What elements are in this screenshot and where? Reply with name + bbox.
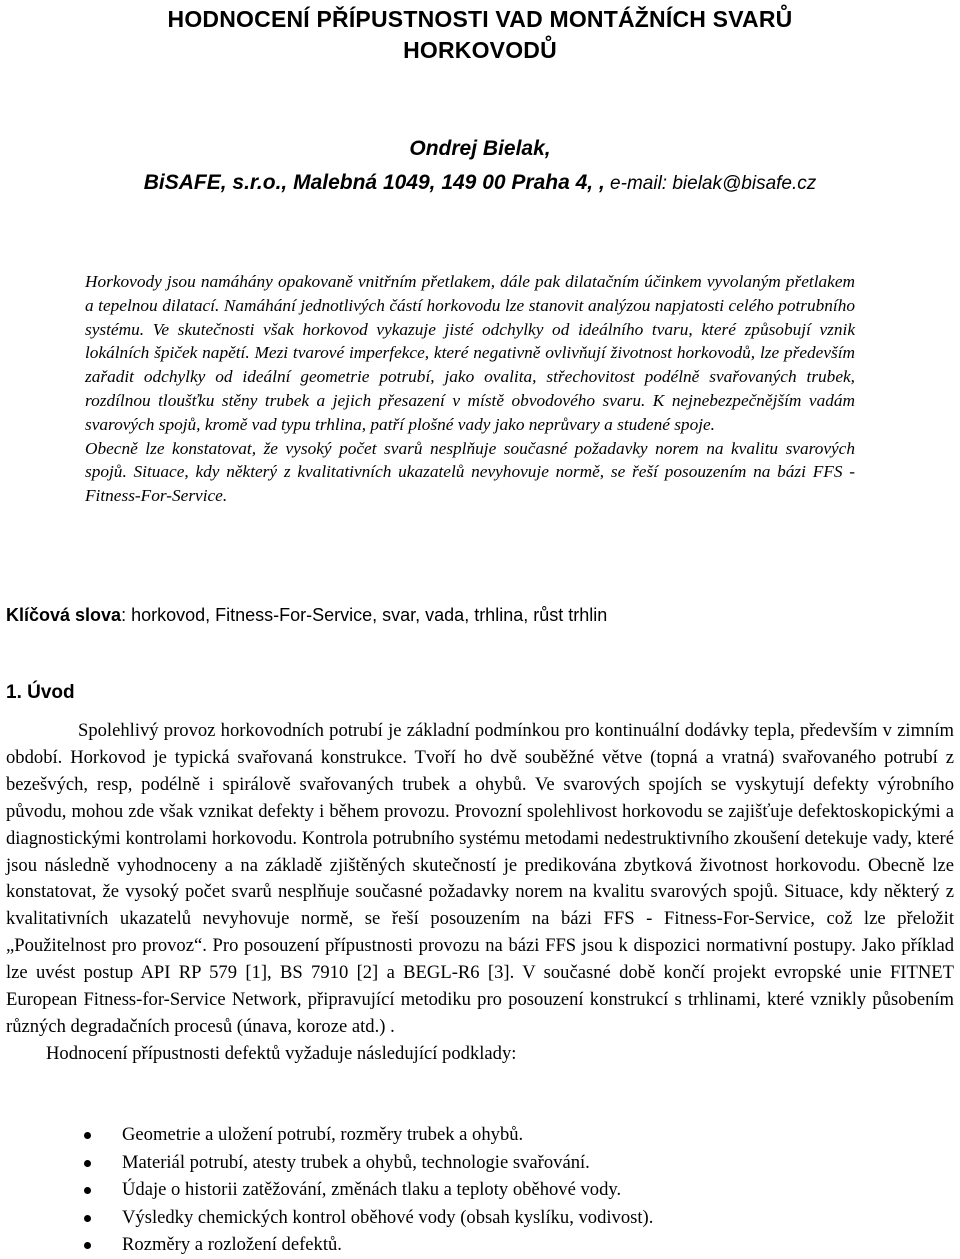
list-item-text: Výsledky chemických kontrol oběhové vody (obsah kyslíku, vodivost). — [122, 1206, 654, 1228]
list-item-text: Geometrie a uložení potrubí, rozměry trubek a ohybů. — [122, 1124, 524, 1145]
body-paragraph-2: Hodnocení přípustnosti defektů vyžaduje následující podklady: — [46, 1042, 517, 1064]
author-affiliation — [0, 166, 960, 201]
bullet-icon — [84, 1215, 91, 1222]
abstract-paragraph-1: Horkovody jsou namáhány opakovaně vnitřním přetlakem, dále pak dilatačním účinkem vyvolaným přetlakem a tepelnou dilatací. Namáhání jednotlivých částí horkovodu lze stanovit analýzou napjatosti celého potrubního systému. Ve skutečnosti však horkovod vykazuje jisté odchylky od ideálního tvaru, které způsobují vznik lokálních špiček napětí. Mezi tvarové imperfekce, které negativně ovlivňují životnost horkovodů, lze především zařadit odchylky od ideální geometrie potrubí, jako ovalita, střechovitost podélně svařovaných trubek, rozdílnou tloušťku stěny trubek a jejich přesazení v místě obvodového svaru. K nejnebezpečnějším vadám svarových spojů, kromě vad typu trhlina, patří plošné vady jako neprůvary a studené spoje. — [85, 272, 855, 434]
bullet-icon — [84, 1132, 91, 1139]
bullet-icon — [84, 1160, 91, 1167]
author-block — [0, 132, 960, 201]
abstract — [85, 270, 855, 508]
section-heading: 1. Úvod — [6, 682, 75, 703]
list-item-text: Údaje o historii zatěžování, změnách tlaku a teploty oběhové vody. — [122, 1179, 622, 1200]
title-line-2: HORKOVODŮ — [403, 37, 557, 63]
requirements-list — [80, 1121, 940, 1259]
section-body — [6, 718, 954, 1068]
list-item — [80, 1149, 940, 1177]
keywords-label: Klíčová slova — [6, 605, 122, 625]
list-item — [80, 1176, 940, 1204]
bullet-icon — [84, 1187, 91, 1194]
keywords-text: : horkovod, Fitness-For-Service, svar, vada, trhlina, růst trhlin — [121, 605, 608, 625]
title-line-1: HODNOCENÍ PŘÍPUSTNOSTI VAD MONTÁŽNÍCH SVARŮ — [167, 6, 793, 32]
list-item-text: Rozměry a rozložení defektů. — [122, 1234, 342, 1255]
author-email: e-mail: bielak@bisafe.cz — [604, 173, 817, 194]
list-item — [80, 1121, 940, 1149]
list-item — [80, 1204, 940, 1232]
paper-title — [0, 4, 960, 66]
abstract-paragraph-2: Obecně lze konstatovat, že vysoký počet svarů nesplňuje současné požadavky norem na kvalitu svarových spojů. Situace, kdy některý z kvalitativních ukazatelů nevyhovuje normě, se řeší posouzením na bázi FFS - Fitness-For-Service. — [85, 438, 855, 506]
author-name: Ondrej Bielak, — [409, 137, 551, 160]
keywords — [6, 603, 946, 627]
body-paragraph-1: Spolehlivý provoz horkovodních potrubí je základní podmínkou pro kontinuální dodávky tepla, především v zimním období. Horkovod je typická svařovaná konstrukce. Tvoří ho dvě souběžné větve (topná a vratná) svařovaného potrubí z bezešvých, resp, podélně i spirálově svařovaných trubek a ohybů. Ve svarových spojích se vyskytují defekty výrobního původu, mohou zde však vznikat defekty i během provozu. Provozní spolehlivost horkovodu se zajišťuje defektoskopickými a diagnostickými kontrolami horkovodu. Kontrola potrubního systému metodami nedestruktivního zkoušení detekuje vady, které jsou následně vyhodnoceny a na základě zjištěných skutečností je predikována zbytková životnost horkovodu. Obecně lze konstatovat, že vysoký počet svarů nesplňuje současné požadavky norem na kvalitu svarových spojů. Situace, kdy některý z kvalitativních ukazatelů nevyhovuje normě, se řeší posouzením na bázi FFS - Fitness-For-Service, což lze přeložit „Použitelnost pro provoz“. Pro posouzení přípustnosti provozu na bázi FFS jsou k dispozici normativní postupy. Jako příklad lze uvést postup API RP 579 [1], BS 7910 [2] a BEGL-R6 [3]. V současné době končí projekt evropské unie FITNET European Fitness-for-Service Network, připravující metodiku pro posouzení konstrukcí s trhlinami, které vznikly působením různých degradačních procesů (únava, koroze atd.) . — [6, 720, 954, 1037]
list-item-text: Materiál potrubí, atesty trubek a ohybů, technologie svařování. — [122, 1151, 590, 1173]
affiliation-text: BiSAFE, s.r.o., Malebná 1049, 149 00 Praha 4, , — [143, 171, 605, 194]
list-item — [80, 1231, 940, 1259]
bullet-icon — [84, 1242, 91, 1249]
